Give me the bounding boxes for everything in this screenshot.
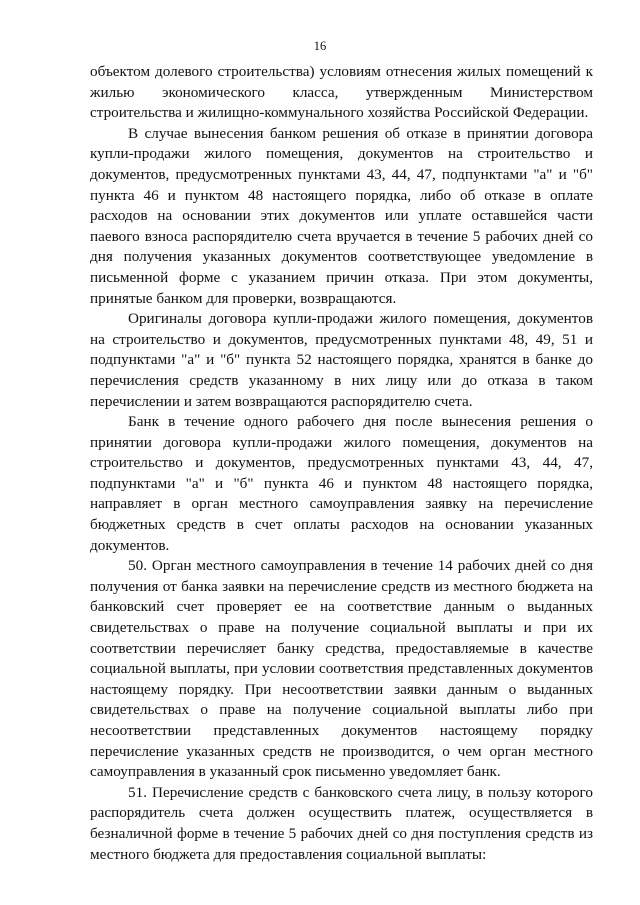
paragraph-refusal-notice: В случае вынесения банком решения об отказе в принятии договора купли-продажи жилого помещения, документов на строительство и документов, предусмотренных пунктами 43, 44, 47, подпунктами "а" и "б" пункта 46 и пунктом 48 настоящего порядка, либо об отказе в оплате расходов на основании этих документов или уплате оставшейся части паевого взноса распорядителю счета вручается в течение 5 рабочих дней со дня получения указанных документов соответствующее уведомление в письменной форме с указанием причин отказа. При этом документы, принятые банком для проверки, возвращаются. xyxy=(90,124,593,307)
document-body xyxy=(90,62,593,865)
paragraph-originals-storage: Оригиналы договора купли-продажи жилого помещения, документов на строительство и документов, предусмотренных пунктами 48, 49, 51 и подпунктами "а" и "б" пункта 52 настоящего порядка, хранятся в банке до перечисления средств указанному в них лицу или до отказа в таком перечислении и затем возвращаются распорядителю счета. xyxy=(90,310,593,410)
paragraph-continuation: объектом долевого строительства) условиям отнесения жилых помещений к жилью экономического класса, утвержденным Министерством строительства и жилищно-коммунального хозяйства Российской Федерации. xyxy=(90,63,593,122)
page-number: 16 xyxy=(313,39,327,53)
paragraph-item-50: 50. Орган местного самоуправления в течение 14 рабочих дней со дня получения от банка заявки на перечисление средств из местного бюджета на банковский счет проверяет ее на соответствие данным о выданных свидетельствах о праве на получение социальной выплаты и при их соответствии перечисляет банку средства, предоставляемые в качестве социальной выплаты, при условии соответствия представленных документов настоящему порядку. При несоответствии заявки данным о выданных свидетельствах о праве на получение социальной выплаты либо при несоответствии представленных документов настоящему порядку перечисление указанных средств не производится, о чем орган местного самоуправления в указанный срок письменно уведомляет банк. xyxy=(90,557,593,781)
paragraph-item-51: 51. Перечисление средств с банковского счета лицу, в пользу которого распорядитель счета должен осуществить платеж, осуществляется в безналичной форме в течение 5 рабочих дней со дня поступления средств из местного бюджета для предоставления социальной выплаты: xyxy=(90,783,593,863)
paragraph-bank-request: Банк в течение одного рабочего дня после вынесения решения о принятии договора купли-продажи жилого помещения, документов на строительство и документов, предусмотренных пунктами 43, 44, 47, подпунктами "а" и "б" пункта 46 и пунктом 48 настоящего порядка, направляет в орган местного самоуправления заявку на перечисление бюджетных средств в счет оплаты расходов на основании указанных документов. xyxy=(90,413,593,554)
